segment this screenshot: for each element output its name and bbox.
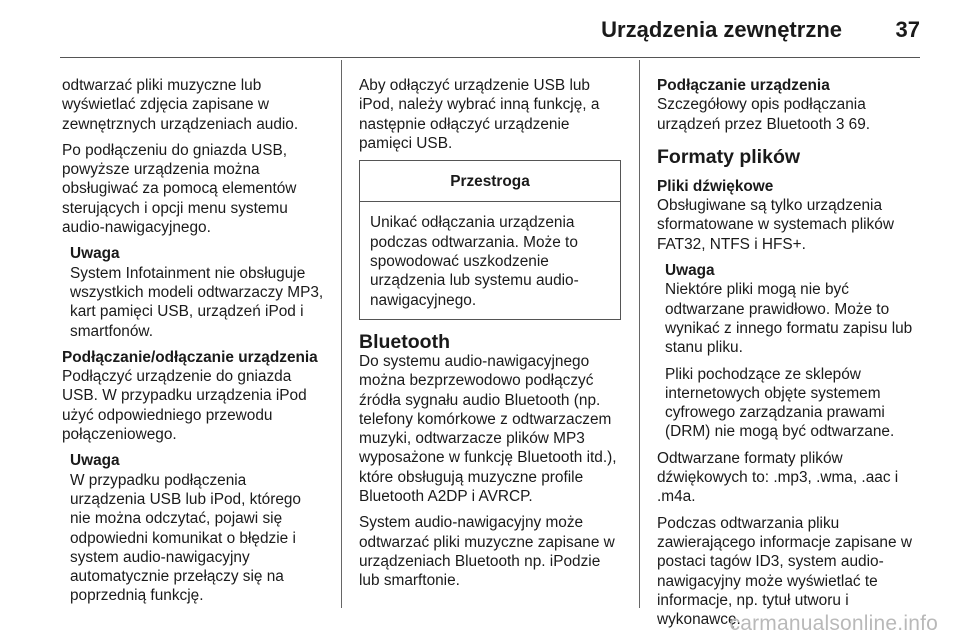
note-title: Uwaga (70, 245, 120, 263)
page-header (0, 0, 960, 58)
note-text: Pliki pochodzące ze sklepów internetowych objęte systemem cyfrowego zarządzania prawami (DRM) nie mogą być odtwarzane. (665, 365, 895, 441)
paragraph: Odtwarzane formaty plików dźwiękowych to: .mp3, .wma, .aac i .m4a. (657, 449, 899, 506)
note-block (70, 244, 324, 340)
column-divider-1 (341, 60, 342, 608)
paragraph: odtwarzać pliki muzyczne lub wyświetlać zdjęcia zapisane w zewnętrznych urządzeniach audio. (62, 77, 299, 133)
column-right (657, 76, 922, 636)
paragraph: Podłączyć urządzenie do gniazda USB. W przypadku urządzenia iPod użyć odpowiedniego przewodu połączeniowego. (62, 368, 307, 444)
page-reference: 69. (844, 115, 871, 133)
note-text: W przypadku podłączenia urządzenia USB lub iPod, którego nie można odczytać, pojawi się odpowiedni komunikat o błędzie i system audio-nawigacyjny automatycznie przełączy się na poprzednią funkcję. (70, 471, 301, 605)
note-block (70, 451, 324, 605)
paragraph-text: Szczegółowy opis podłączania urządzeń przez Bluetooth (657, 96, 866, 133)
warning-box (359, 160, 621, 320)
warning-text: Unikać odłączania urządzenia podczas odtwarzania. Może to spowodować uszkodzenie urządzenia lub systemu audio-nawigacyjnego. (370, 214, 579, 309)
note-title: Uwaga (70, 452, 120, 470)
paragraph: System audio-nawigacyjny może odtwarzać pliki muzyczne zapisane w urządzeniach Bluetooth np. iPodzie lub smarftonie. (359, 514, 615, 590)
watermark: carmanualsonline.info (729, 612, 938, 635)
section-heading-bluetooth: Bluetooth (359, 330, 450, 353)
paragraph: Do systemu audio-nawigacyjnego można bezprzewodowo podłączyć źródła sygnału audio Bluetooth (np. telefony komórkowe z odtwarzaczem muzyki, odtwarzacze plików MP3 wyposażone w funkcję Bluetooth itd.), które obsługują muzyczne profile Bluetooth A2DP i AVRCP. (359, 352, 617, 506)
column-left (62, 76, 324, 613)
subsection-heading: Podłączanie urządzenia (657, 77, 830, 94)
paragraph: Aby odłączyć urządzenie USB lub iPod, należy wybrać inną funkcję, a następnie odłączyć urządzenie pamięci USB. (359, 77, 600, 152)
column-divider-2 (639, 60, 640, 608)
paragraph: Obsługiwane są tylko urządzenia sformatowane w systemach plików FAT32, NTFS i HFS+. (657, 197, 894, 253)
column-middle (359, 76, 623, 598)
page-number: 37 (895, 17, 920, 42)
paragraph (657, 95, 922, 134)
note-text: System Infotainment nie obsługuje wszystkich modeli odtwarzaczy MP3, kart pamięci USB, urządzeń iPod i smartfonów. (70, 264, 324, 340)
header-rule (60, 57, 920, 58)
note-title: Uwaga (665, 262, 715, 280)
section-heading: Podłączanie/odłączanie urządzenia (62, 348, 318, 366)
warning-title: Przestroga (360, 161, 620, 202)
subsection-heading: Pliki dźwiękowe (657, 177, 774, 195)
cross-reference-arrow-icon: 3 (835, 115, 845, 133)
paragraph: Po podłączeniu do gniazda USB, powyższe urządzenia można obsługiwać za pomocą elementów sterujących i opcji menu systemu audio-nawigacyjnego. (62, 141, 297, 237)
paragraph: Podczas odtwarzania pliku zawierającego informacje zapisane w postaci tagów ID3, system audio-nawigacyjny może wyświetlać te informacje, np. tytuł utworu i wykonawcę. (657, 514, 912, 629)
note-text: Niektóre pliki mogą nie być odtwarzane prawidłowo. Może to wynikać z innego formatu zapisu lub stanu pliku. (665, 281, 913, 357)
note-block (665, 261, 922, 442)
page-title: Urządzenia zewnętrzne (601, 17, 842, 42)
section-heading-formats: Formaty plików (657, 145, 801, 168)
